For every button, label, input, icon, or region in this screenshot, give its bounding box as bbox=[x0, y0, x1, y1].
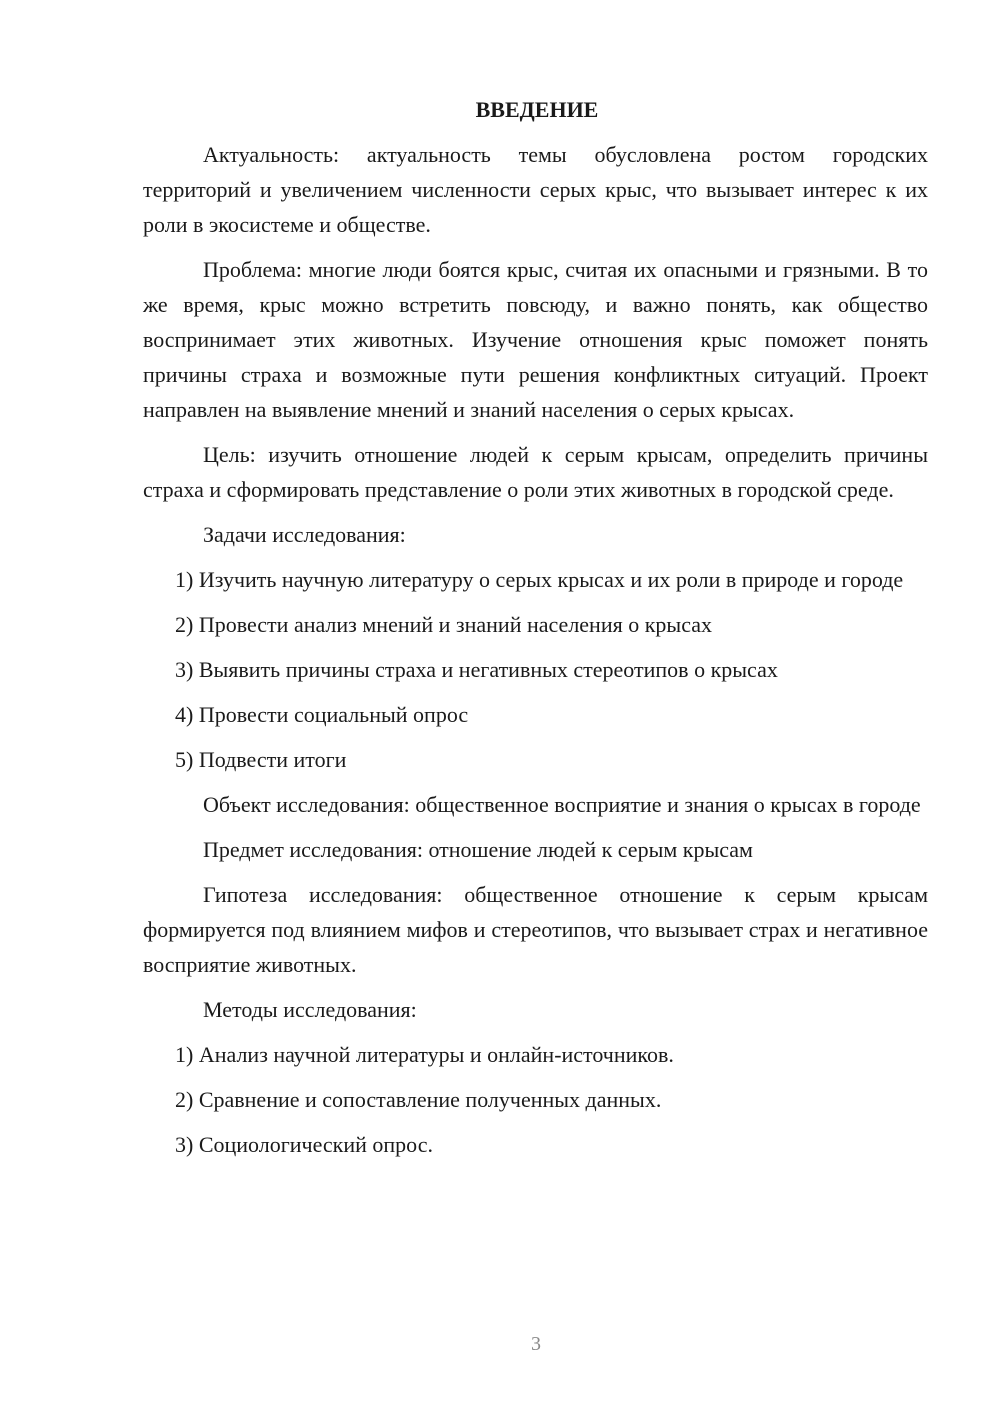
method-item: 2) Сравнение и сопоставление полученных данных. bbox=[175, 1087, 662, 1112]
tasks-title: Задачи исследования: bbox=[203, 522, 406, 547]
task-item: 3) Выявить причины страха и негативных стереотипов о крысах bbox=[175, 657, 778, 682]
object-paragraph: Объект исследования: общественное восприятие и знания о крысах в городе bbox=[203, 792, 921, 817]
methods-title: Методы исследования: bbox=[203, 997, 417, 1022]
task-item: 4) Провести социальный опрос bbox=[175, 702, 469, 727]
problem-paragraph: Проблема: многие люди боятся крыс, считая их опасными и грязными. В то же время, крыс можно встретить повсюду, и важно понять, как общество воспринимает этих животных. Изучение отношения крыс поможет понять причины страха и возможные пути решения конфликтных ситуаций. Проект направлен на выявление мнений и знаний населения о серых крысах. bbox=[143, 257, 928, 422]
hypothesis-paragraph: Гипотеза исследования: общественное отношение к серым крысам формируется под влиянием мифов и стереотипов, что вызывает страх и негативное восприятие животных. bbox=[143, 882, 928, 977]
page-body bbox=[143, 92, 928, 1172]
task-item: 5) Подвести итоги bbox=[175, 747, 347, 772]
method-item: 1) Анализ научной литературы и онлайн-источников. bbox=[175, 1042, 674, 1067]
relevance-paragraph: Актуальность: актуальность темы обусловлена ростом городских территорий и увеличением численности серых крыс, что вызывает интерес к их роли в экосистеме и обществе. bbox=[143, 142, 928, 237]
page-heading: ВВЕДЕНИЕ bbox=[475, 97, 599, 122]
task-item: 1) Изучить научную литературу о серых крысах и их роли в природе и городе bbox=[175, 567, 904, 592]
subject-paragraph: Предмет исследования: отношение людей к серым крысам bbox=[203, 837, 753, 862]
page-number: 3 bbox=[531, 1333, 541, 1355]
method-item: 3) Социологический опрос. bbox=[175, 1132, 433, 1157]
task-item: 2) Провести анализ мнений и знаний населения о крысах bbox=[175, 612, 712, 637]
goal-paragraph: Цель: изучить отношение людей к серым крысам, определить причины страха и сформировать представление о роли этих животных в городской среде. bbox=[143, 442, 928, 502]
